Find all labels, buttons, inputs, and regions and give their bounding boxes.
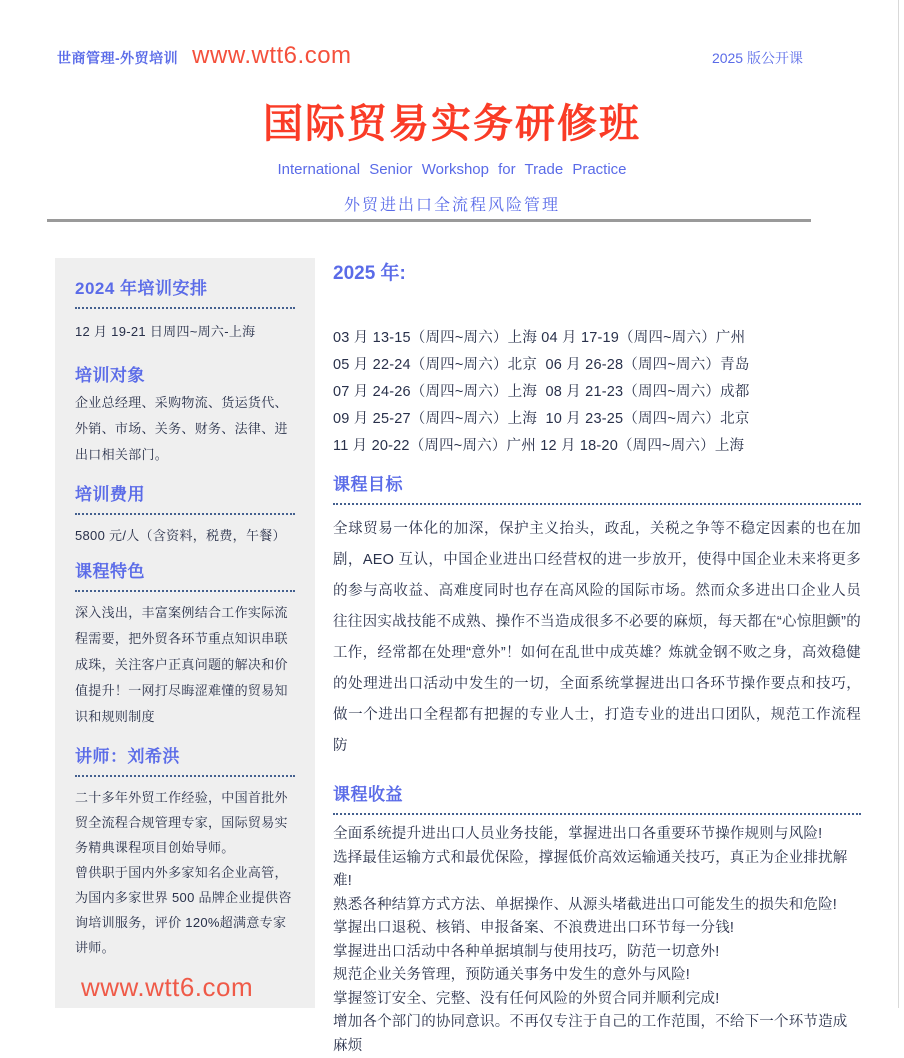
website-link-footer[interactable]: www.wtt6.com <box>81 972 254 1002</box>
brand-label: 世商管理-外贸培训 <box>57 50 179 66</box>
benefit-item: 掌握签订安全、完整、没有任何风险的外贸合同并顺利完成! <box>333 990 720 1007</box>
benefit-item: 熟悉各种结算方式方法、单据操作、从源头堵截进出口可能发生的损失和危险! <box>333 896 838 913</box>
dotted-rule <box>75 307 295 309</box>
sidebar <box>55 258 315 1008</box>
sidebar-heading-2024-schedule: 2024 年培训安排 <box>75 279 208 298</box>
lecturer-bio-1: 二十多年外贸工作经验，中国首批外贸全流程合规管理专家，国际贸易实务精典课程项目创始导师。 <box>75 790 288 855</box>
benefit-item: 选择最佳运输方式和最优保险，撑握低价高效运输通关技巧，真正为企业排扰解难! <box>333 849 848 889</box>
dotted-rule <box>333 503 861 505</box>
dotted-rule <box>75 513 295 515</box>
website-link-header[interactable]: www.wtt6.com <box>192 42 352 69</box>
sidebar-heading-fee: 培训费用 <box>75 485 145 504</box>
goals-heading: 课程目标 <box>333 475 403 494</box>
header-divider <box>47 219 811 222</box>
benefit-item: 掌握进出口活动中各种单据填制与使用技巧，防范一切意外! <box>333 943 720 960</box>
features-text: 深入浅出，丰富案例结合工作实际流程需要，把外贸各环节重点知识串联成珠，关注客户正真问题的解决和价值提升！一网打尽晦涩难懂的贸易知识和规则制度 <box>75 605 288 724</box>
year-2025-heading: 2025 年: <box>333 263 406 284</box>
dotted-rule <box>75 775 295 777</box>
fee-text: 5800 元/人（含资料，税费，午餐） <box>75 528 286 543</box>
subtitle-english: International Senior Workshop for Trade Practice <box>277 161 627 178</box>
goals-paragraph: 全球贸易一体化的加深，保护主义抬头，政乱，关税之争等不稳定因素的也在加剧，AEO 互认，中国企业进出口经营权的进一步放开，使得中国企业未来将更多的参与高收益、高难度同时也存在高风险的国际市场。然而众多进出口企业人员往往因实战技能不成熟、操作不当造成很多不必要的麻烦，每天都在“心惊胆颤”的工作，经常都在处理“意外”！如何在乱世中成英雄？炼就金钢不败之身，高效稳健的处理进出口活动中发生的一切，全面系统掌握进出口各环节操作要点和技巧，做一个进出口全程都有把握的专业人士，打造专业的进出口团队，规范工作流程防 <box>333 521 861 754</box>
schedule-line: 03 月 13-15（周四~周六）上海 04 月 17-19（周四~周六）广州 <box>333 330 746 346</box>
page-header <box>57 42 847 70</box>
schedule-2024-date: 12 月 19-21 日周四~周六-上海 <box>75 324 256 339</box>
lecturer-bio-2: 曾供职于国内外多家知名企业高管，为国内多家世界 500 品牌企业提供咨询培训服务，评价 120%超满意专家讲师。 <box>75 865 292 955</box>
benefit-item: 掌握出口退税、核销、申报备案、不浪费进出口环节每一分钱! <box>333 920 735 936</box>
schedule-line: 09 月 25-27（周四~周六）上海 10 月 23-25（周四~周六）北京 <box>333 411 750 427</box>
sidebar-heading-features: 课程特色 <box>75 562 145 581</box>
subtitle-chinese: 外贸进出口全流程风险管理 <box>343 197 560 214</box>
benefit-item: 增加各个部门的协同意识。不再仅专注于自己的工作范围，不给下一个环节造成麻烦 <box>333 1014 848 1054</box>
sidebar-heading-audience: 培训对象 <box>75 366 145 385</box>
page-right-edge <box>898 0 899 1008</box>
page-title: 国际贸易实务研修班 <box>263 102 641 146</box>
edition-label: 2025 版公开课 <box>711 50 803 66</box>
sidebar-heading-lecturer: 讲师：刘希洪 <box>75 747 180 766</box>
schedule-line: 07 月 24-26（周四~周六）上海 08 月 21-23（周四~周六）成都 <box>333 384 750 400</box>
audience-text: 企业总经理、采购物流、货运货代、外销、市场、关务、财务、法律、进出口相关部门。 <box>75 395 288 462</box>
main-content <box>333 258 861 1058</box>
dotted-rule <box>75 590 295 592</box>
benefits-heading: 课程收益 <box>333 785 403 804</box>
schedule-2025-list <box>333 325 861 460</box>
schedule-line: 05 月 22-24（周四~周六）北京 06 月 26-28（周四~周六）青岛 <box>333 357 750 373</box>
benefit-item: 规范企业关务管理，预防通关事务中发生的意外与风险! <box>333 967 691 983</box>
schedule-line: 11 月 20-22（周四~周六）广州 12 月 18-20（周四~周六）上海 <box>333 438 745 454</box>
dotted-rule <box>333 813 861 815</box>
benefit-item: 全面系统提升进出口人员业务技能，掌握进出口各重要环节操作规则与风险! <box>333 826 823 842</box>
benefits-list <box>333 823 861 1058</box>
